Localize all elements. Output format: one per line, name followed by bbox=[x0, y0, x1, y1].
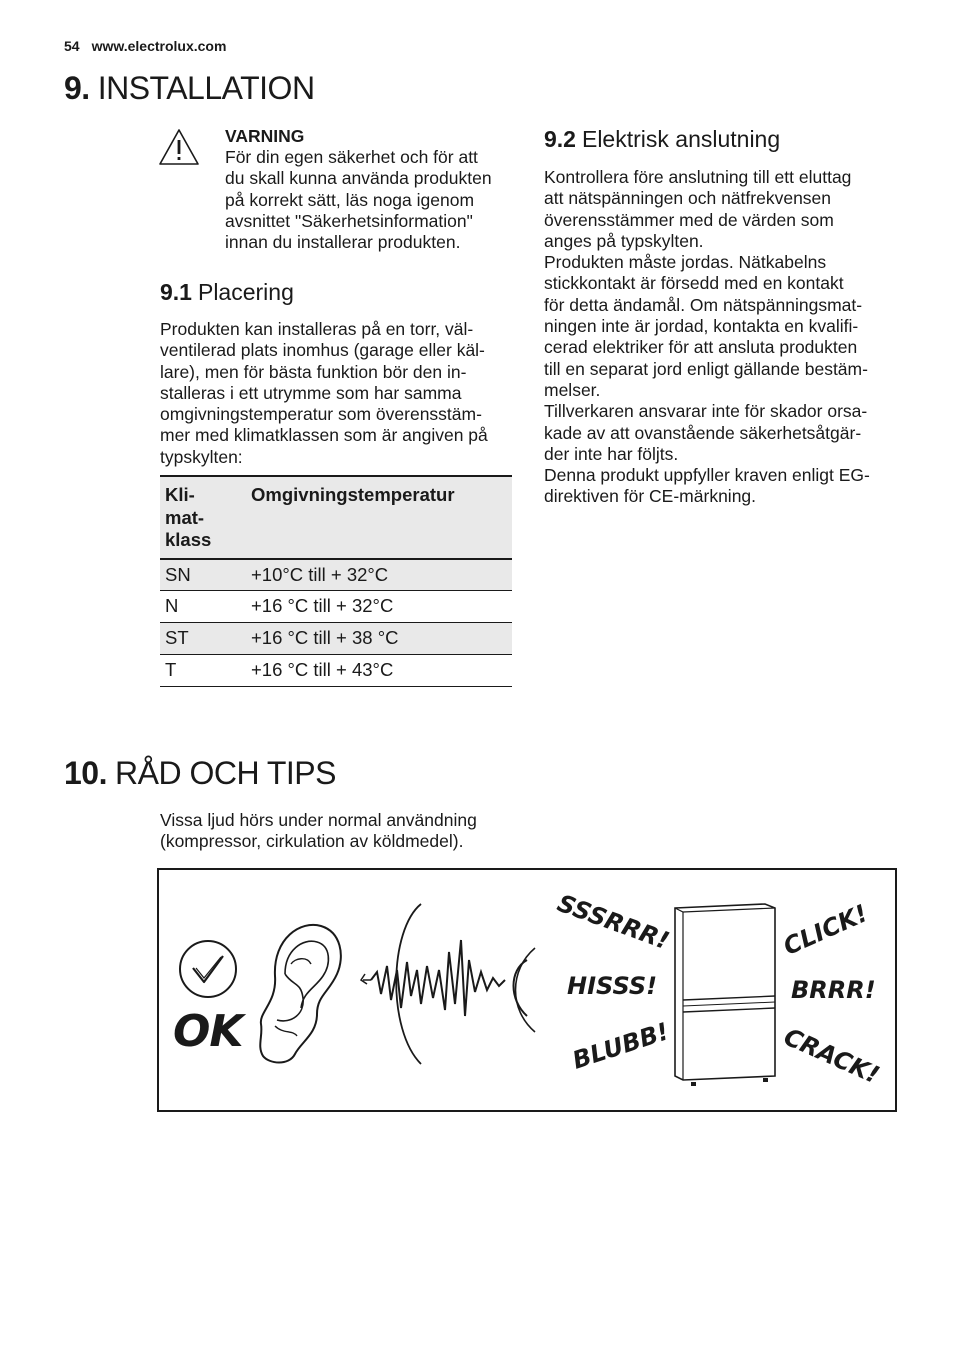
temperature-cell: +16 °C till + 43°C bbox=[251, 659, 394, 680]
text-line: ningen inte är jordad, kontakta en kvalifi- bbox=[544, 316, 859, 337]
text-line: lare), men för bästa funktion bör den in- bbox=[160, 361, 467, 382]
section-title: INSTALLATION bbox=[97, 70, 315, 106]
text-line: omgivningstemperatur som överensstäm- bbox=[160, 404, 482, 425]
ok-label: OK bbox=[173, 1006, 243, 1057]
temperature-cell: +16 °C till + 38 °C bbox=[251, 627, 399, 648]
text-line: stickkontakt är försedd med en kontakt bbox=[544, 273, 844, 294]
temperature-cell: +16 °C till + 32°C bbox=[251, 595, 394, 616]
text-line: Vissa ljud hörs under normal användning bbox=[160, 810, 477, 830]
column-header-class: Kli- mat- klass bbox=[165, 484, 212, 550]
text-line: innan du installerar produkten. bbox=[225, 232, 461, 253]
text-line: Produkten måste jordas. Nätkabelns bbox=[544, 252, 827, 273]
text-line: att nätspänningen och nätfrekvensen bbox=[544, 188, 832, 209]
page-header bbox=[64, 38, 226, 54]
text-line: för detta ändamål. Om nätspänningsmat- bbox=[544, 294, 863, 315]
class-cell: ST bbox=[165, 627, 189, 648]
subsection-number: 9.2 bbox=[544, 126, 576, 152]
climate-class-table bbox=[160, 475, 512, 687]
sound-label-hisss: HISSS! bbox=[567, 972, 658, 1000]
text-line: der inte har följts. bbox=[544, 443, 679, 464]
subsection-title: Placering bbox=[197, 279, 294, 305]
fridge-icon bbox=[669, 900, 779, 1086]
ear-icon bbox=[255, 916, 347, 1068]
sound-wave-icon bbox=[359, 900, 549, 1070]
sound-label-click: CLICK! bbox=[779, 899, 872, 961]
column-header-temperature: Omgivningstemperatur bbox=[251, 484, 455, 505]
sound-label-blubb: BLUBB! bbox=[569, 1017, 673, 1075]
page-number: 54 bbox=[64, 38, 80, 54]
text-line: anges på typskylten. bbox=[544, 230, 704, 251]
temperature-cell: +10°C till + 32°C bbox=[251, 563, 389, 585]
text-line: till en separat jord enligt gällande bestäm- bbox=[544, 358, 868, 379]
placement-paragraph bbox=[160, 319, 520, 468]
text-line: typskylten: bbox=[160, 446, 243, 467]
checkmark-circle-icon bbox=[177, 938, 239, 1000]
class-cell: T bbox=[165, 659, 177, 680]
text-line: stalleras i ett utrymme som har samma bbox=[160, 382, 462, 403]
section-title: RÅD OCH TIPS bbox=[114, 755, 336, 791]
class-cell: SN bbox=[165, 563, 191, 585]
sound-label-brrr: BRRR! bbox=[791, 976, 876, 1004]
subsection-title: Elektrisk anslutning bbox=[581, 126, 781, 152]
text-line: Denna produkt uppfyller kraven enligt EG- bbox=[544, 465, 870, 486]
table-header-row bbox=[160, 476, 512, 559]
text-line: mer med klimatklassen som är angiven på bbox=[160, 425, 488, 446]
text-line: avsnittet "Säkerhetsinformation" bbox=[225, 210, 473, 231]
sound-label-crack: CRACK! bbox=[779, 1022, 884, 1090]
class-cell: N bbox=[165, 595, 179, 616]
section-number: 10. bbox=[64, 755, 107, 791]
text-line: överensstämmer med de värden som bbox=[544, 209, 834, 230]
text-line: kade av att ovanstående säkerhetsåtgär- bbox=[544, 422, 862, 443]
text-line: Kontrollera före anslutning till ett eluttag bbox=[544, 167, 852, 187]
text-line: du skall kunna använda produkten bbox=[225, 168, 492, 189]
site-url: www.electrolux.com bbox=[91, 38, 227, 54]
table-row bbox=[160, 559, 512, 591]
text-line: Produkten kan installeras på en torr, väl- bbox=[160, 319, 474, 339]
electrical-paragraph bbox=[544, 167, 904, 508]
warning-text bbox=[225, 147, 525, 253]
warning-title: VARNING bbox=[225, 126, 305, 146]
text-line: på korrekt sätt, läs noga igenom bbox=[225, 189, 475, 210]
text-line: melser. bbox=[544, 379, 601, 400]
section-9-heading bbox=[64, 70, 315, 107]
text-line: (kompressor, cirkulation av köldmedel). bbox=[160, 831, 464, 852]
section-10-heading bbox=[64, 755, 336, 792]
subsection-9-1-heading bbox=[160, 279, 294, 306]
text-line: ventilerad plats inomhus (garage eller käl- bbox=[160, 340, 485, 361]
subsection-number: 9.1 bbox=[160, 279, 192, 305]
tips-paragraph bbox=[160, 810, 540, 853]
section-number: 9. bbox=[64, 70, 90, 106]
table-row bbox=[160, 591, 512, 623]
text-line: Tillverkaren ansvarar inte för skador orsa- bbox=[544, 401, 868, 422]
sound-label-sssrrr: SSSRRR! bbox=[553, 888, 673, 956]
warning-block bbox=[225, 126, 525, 253]
noise-illustration bbox=[157, 868, 897, 1112]
text-line: För din egen säkerhet och för att bbox=[225, 147, 478, 167]
table-row bbox=[160, 623, 512, 655]
text-line: cerad elektriker för att ansluta produkten bbox=[544, 337, 858, 358]
warning-triangle-icon bbox=[158, 128, 200, 166]
table-row bbox=[160, 655, 512, 687]
subsection-9-2-heading bbox=[544, 126, 780, 153]
text-line: direktiven för CE-märkning. bbox=[544, 486, 757, 507]
